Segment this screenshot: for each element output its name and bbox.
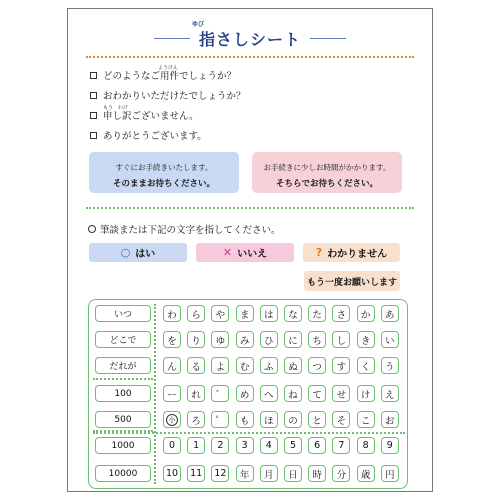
question-text: どのようなご用件でしょうか？: [103, 71, 237, 82]
character-cell[interactable]: わ: [163, 305, 181, 322]
character-cell[interactable]: く: [357, 357, 375, 374]
character-cell[interactable]: ふ: [260, 357, 278, 374]
checkbox-icon[interactable]: [90, 112, 97, 119]
character-cell[interactable]: 歳: [357, 465, 375, 482]
character-cell[interactable]: ね: [284, 385, 302, 402]
character-cell[interactable]: 11: [187, 465, 205, 482]
character-cell[interactable]: き: [357, 331, 375, 348]
word-cell[interactable]: いつ: [95, 305, 151, 322]
message-card-quick[interactable]: [89, 152, 239, 193]
character-cell[interactable]: う: [381, 357, 399, 374]
character-cell[interactable]: ひ: [260, 331, 278, 348]
character-cell[interactable]: 12: [211, 465, 229, 482]
character-cell[interactable]: 3: [236, 437, 254, 454]
ask-again-button[interactable]: もう一度お願いします: [304, 271, 400, 291]
character-cell[interactable]: 1: [187, 437, 205, 454]
character-cell[interactable]: り: [187, 331, 205, 348]
character-cell[interactable]: も: [236, 411, 254, 428]
question-item[interactable]: [90, 105, 246, 125]
character-grid: [88, 299, 408, 489]
character-cell[interactable]: し: [332, 331, 350, 348]
character-cell[interactable]: を: [163, 331, 181, 348]
answer-no-button[interactable]: [196, 243, 294, 262]
character-cell[interactable]: 時: [308, 465, 326, 482]
page-title: 指さしシート: [198, 30, 301, 49]
question-item[interactable]: [90, 85, 246, 105]
character-cell[interactable]: え: [381, 385, 399, 402]
word-cell[interactable]: 500: [95, 411, 151, 428]
character-cell[interactable]: て: [308, 385, 326, 402]
character-cell[interactable]: い: [381, 331, 399, 348]
character-cell[interactable]: こ: [357, 411, 375, 428]
character-cell[interactable]: 5: [284, 437, 302, 454]
character-cell[interactable]: ま: [236, 305, 254, 322]
cross-icon: ✕: [222, 246, 233, 259]
character-cell[interactable]: 円: [381, 465, 399, 482]
character-cell[interactable]: に: [284, 331, 302, 348]
character-cell[interactable]: ゛: [211, 385, 229, 402]
character-cell[interactable]: つ: [308, 357, 326, 374]
orange-divider: [86, 56, 414, 58]
character-cell[interactable]: ゜: [211, 411, 229, 428]
character-cell[interactable]: る: [187, 357, 205, 374]
message-line-2: そちらでお待ちください。: [276, 179, 378, 189]
character-cell[interactable]: 年: [236, 465, 254, 482]
character-cell[interactable]: れ: [187, 385, 205, 402]
character-cell[interactable]: 10: [163, 465, 181, 482]
question-item[interactable]: [90, 125, 246, 145]
question-ruby: もう わけ: [103, 105, 129, 111]
question-ruby: ようけん: [158, 65, 179, 71]
word-cell[interactable]: 100: [95, 385, 151, 402]
character-cell[interactable]: み: [236, 331, 254, 348]
character-cell[interactable]: ほ: [260, 411, 278, 428]
character-cell[interactable]: よ: [211, 357, 229, 374]
character-cell[interactable]: や: [211, 305, 229, 322]
word-cell[interactable]: 1000: [95, 437, 151, 454]
character-cell[interactable]: 7: [332, 437, 350, 454]
instruction: [88, 222, 281, 236]
grid-horizontal-separator: [93, 378, 153, 380]
instruction-text: 筆談または下記の文字を指してください。: [100, 225, 281, 236]
character-cell[interactable]: 2: [211, 437, 229, 454]
question-list: [90, 65, 246, 145]
title-ruby: ゆび: [192, 21, 205, 28]
character-cell[interactable]: 0: [163, 437, 181, 454]
character-cell[interactable]: ー: [163, 385, 181, 402]
message-card-wait[interactable]: [252, 152, 402, 193]
title-area: [68, 15, 432, 49]
character-cell[interactable]: す: [332, 357, 350, 374]
character-cell[interactable]: む: [236, 357, 254, 374]
character-cell[interactable]: け: [357, 385, 375, 402]
question-item[interactable]: [90, 65, 246, 85]
character-cell[interactable]: へ: [260, 385, 278, 402]
character-cell[interactable]: 月: [260, 465, 278, 482]
character-cell[interactable]: 日: [284, 465, 302, 482]
character-cell[interactable]: た: [308, 305, 326, 322]
message-line-1: すぐにお手続きいたします。: [115, 163, 213, 172]
pointing-sheet-page: [67, 8, 433, 492]
word-cell[interactable]: どこで: [95, 331, 151, 348]
character-cell[interactable]: お: [381, 411, 399, 428]
character-cell[interactable]: さ: [332, 305, 350, 322]
grid-horizontal-separator: [93, 432, 405, 434]
character-cell[interactable]: ゆ: [211, 331, 229, 348]
word-cell[interactable]: だれが: [95, 357, 151, 374]
checkbox-icon[interactable]: [90, 72, 97, 79]
green-divider: [86, 207, 414, 209]
checkbox-icon[interactable]: [90, 92, 97, 99]
word-cell[interactable]: 10000: [95, 465, 151, 482]
question-text: ありがとうございます。: [103, 131, 207, 142]
answer-yes-button[interactable]: [89, 243, 187, 262]
question-text: 申し訳ございません。: [103, 111, 199, 122]
message-line-2: そのままお待ちください。: [112, 179, 215, 189]
question-mark-icon: ?: [315, 246, 323, 259]
character-cell[interactable]: 4: [260, 437, 278, 454]
answer-label: わかりません: [327, 249, 388, 260]
bullet-circle-icon: [88, 225, 96, 233]
character-cell[interactable]: な: [284, 305, 302, 322]
character-cell[interactable]: 分: [332, 465, 350, 482]
question-text: おわかりいただけたでしょうか？: [103, 91, 246, 102]
answer-dont-know-button[interactable]: [303, 243, 400, 262]
character-cell[interactable]: ら: [187, 305, 205, 322]
character-cell[interactable]: ぬ: [284, 357, 302, 374]
answer-label: いいえ: [237, 249, 268, 260]
answer-label: はい: [135, 249, 156, 260]
message-line-1: お手続きに少しお時間がかかります。: [263, 163, 391, 172]
character-cell[interactable]: は: [260, 305, 278, 322]
character-cell[interactable]: ん: [163, 357, 181, 374]
checkbox-icon[interactable]: [90, 132, 97, 139]
character-cell[interactable]: の: [284, 411, 302, 428]
character-cell[interactable]: 6: [308, 437, 326, 454]
character-cell[interactable]: ち: [308, 331, 326, 348]
circle-icon: ○: [120, 246, 131, 259]
character-cell[interactable]: 9: [381, 437, 399, 454]
grid-vertical-separator: [154, 304, 156, 484]
character-cell[interactable]: あ: [381, 305, 399, 322]
character-cell[interactable]: そ: [332, 411, 350, 428]
character-cell[interactable]: 小: [163, 411, 181, 428]
character-cell[interactable]: せ: [332, 385, 350, 402]
character-cell[interactable]: 8: [357, 437, 375, 454]
character-cell[interactable]: め: [236, 385, 254, 402]
character-cell[interactable]: か: [357, 305, 375, 322]
character-cell[interactable]: と: [308, 411, 326, 428]
character-cell[interactable]: ろ: [187, 411, 205, 428]
